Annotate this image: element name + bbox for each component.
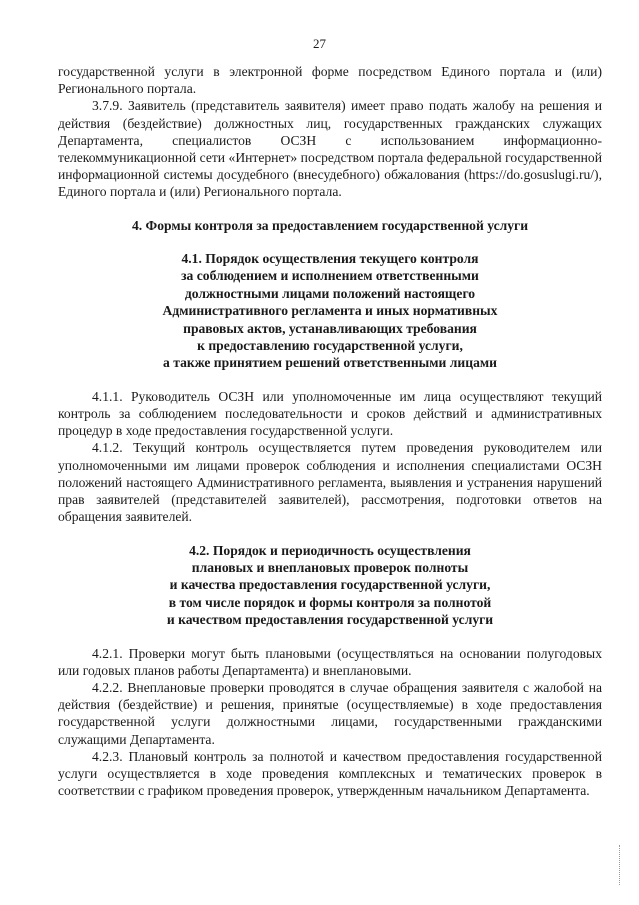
heading-line: Административного регламента и иных нормативных xyxy=(162,303,498,319)
heading-line: 4.2. Порядок и периодичность осуществления xyxy=(189,542,471,558)
paragraph-4-2-1: 4.2.1. Проверки могут быть плановыми (осуществляться на основании полугодовых или годовых планов работы Департамента) и внеплановыми. xyxy=(58,645,602,678)
heading-line: а также принятием решений ответственными лицами xyxy=(163,355,497,371)
paragraph-intro-continuation: государственной услуги в электронной форме посредством Единого портала и (или) Регионального портала. xyxy=(58,64,602,97)
document-body xyxy=(58,63,602,799)
page-number: 27 xyxy=(313,36,326,51)
heading-line: правовых актов, устанавливающих требования xyxy=(183,320,477,336)
paragraph-4-1-2: 4.1.2. Текущий контроль осуществляется путем проведения руководителем или уполномоченными им лицами проверок соблюдения и исполнения специалистами ОСЗН положений настоящего Административного регламента, выявления и устранения нарушений прав заявителей (представителей заявителей), рассмотрения, подготовки ответов на обращения заявителей. xyxy=(58,440,602,525)
heading-line: должностными лицами положений настоящего xyxy=(184,285,476,301)
heading-line: плановых и внеплановых проверок полноты xyxy=(191,559,469,575)
section-4-heading: 4. Формы контроля за предоставлением государственной услуги xyxy=(131,217,529,233)
section-4-1-heading xyxy=(58,250,602,372)
paragraph-3-7-9: 3.7.9. Заявитель (представитель заявителя) имеет право подать жалобу на решения и действия (бездействие) должностных лиц, государственных гражданских служащих Департамента, специалистов ОСЗН с использованием информационно-телекоммуникационной сети «Интернет» посредством портала федеральной государственной информационной системы досудебного (внесудебного) обжалования (https://do.gosuslugi.ru/), Единого портала и (или) Регионального портала. xyxy=(58,98,602,200)
heading-line: за соблюдением и исполнением ответственными xyxy=(181,268,479,284)
heading-line: к предоставлению государственной услуги, xyxy=(197,338,463,354)
paragraph-4-2-3: 4.2.3. Плановый контроль за полнотой и качеством предоставления государственной услуги осуществляется в ходе проведения комплексных и тематических проверок в соответствии с графиком проведения проверок, утвержденным начальником Департамента. xyxy=(58,748,602,799)
heading-line: и качеством предоставления государственной услуги xyxy=(166,612,494,628)
heading-line: в том числе порядок и формы контроля за полнотой xyxy=(168,594,492,610)
section-4-2-heading xyxy=(58,542,602,629)
paragraph-4-2-2: 4.2.2. Внеплановые проверки проводятся в случае обращения заявителя с жалобой на действия (бездействие) и решения, принятые (осуществляемые) в ходе предоставления государственной услуги должностными лицами, государственными гражданскими служащими Департамента. xyxy=(58,679,602,747)
paragraph-4-1-1: 4.1.1. Руководитель ОСЗН или уполномоченные им лица осуществляют текущий контроль за соблюдением последовательности и сроков действий и административных процедур в ходе предоставления государственной услуги. xyxy=(58,388,602,439)
heading-line: 4.1. Порядок осуществления текущего контроля xyxy=(181,251,479,267)
heading-line: и качества предоставления государственной услуги, xyxy=(169,577,491,593)
scan-artifact xyxy=(619,845,623,885)
